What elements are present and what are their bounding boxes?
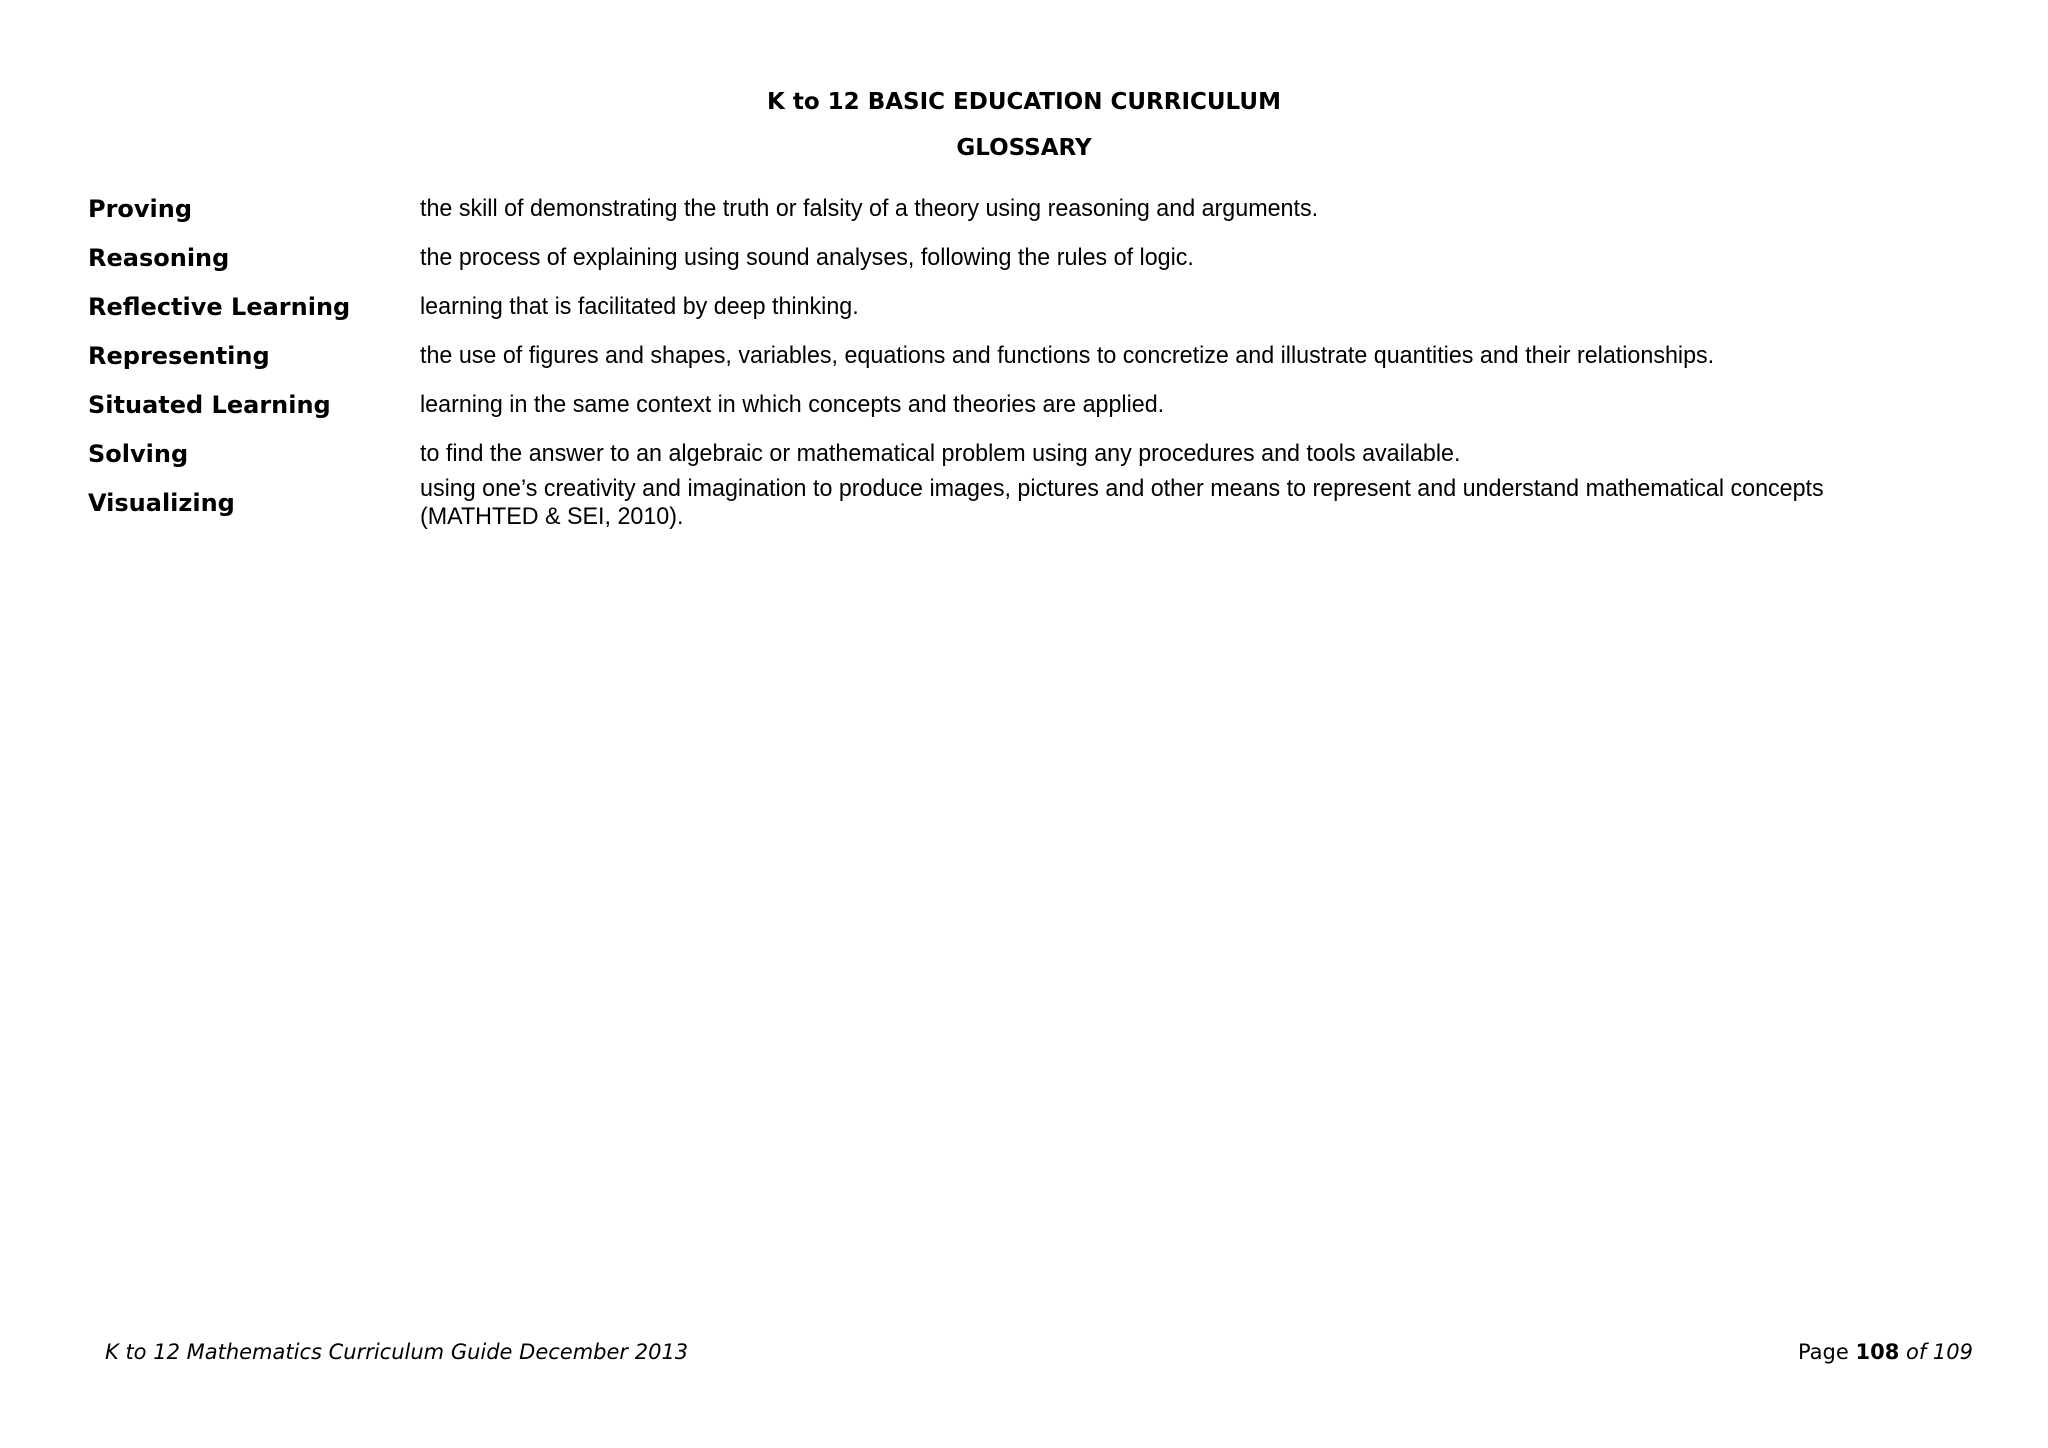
page-indicator: [1798, 1339, 1973, 1365]
footer-guide-title: K to 12 Mathematics Curriculum Guide December 2013: [105, 1340, 689, 1364]
glossary-term: Reflective Learning: [88, 292, 351, 321]
glossary-term: Solving: [88, 439, 189, 468]
glossary-definition: the process of explaining using sound analyses, following the rules of logic.: [420, 243, 1194, 271]
glossary-entry: [88, 184, 1968, 233]
glossary-term: Visualizing: [88, 489, 235, 517]
glossary-definition: learning in the same context in which concepts and theories are applied.: [420, 390, 1165, 418]
glossary-definition: the skill of demonstrating the truth or falsity of a theory using reasoning and arguments.: [420, 194, 1319, 222]
glossary-definition: using one’s creativity and imagination to produce images, pictures and other means to represent and understand mathematical concepts (MATHTED & SEI, 2010).: [420, 475, 1824, 530]
glossary-term: Representing: [88, 341, 270, 370]
glossary-list: [88, 184, 1968, 532]
page-total: of 109: [1906, 1340, 1973, 1364]
glossary-entry: [88, 429, 1968, 478]
glossary-term: Situated Learning: [88, 390, 331, 419]
glossary-entry: [88, 331, 1968, 380]
glossary-term: Reasoning: [88, 243, 230, 272]
page-label: Page: [1797, 1340, 1849, 1364]
glossary-entry: [88, 233, 1968, 282]
glossary-entry: [88, 380, 1968, 429]
section-title: GLOSSARY: [956, 135, 1092, 161]
glossary-definition: the use of figures and shapes, variables, equations and functions to concretize and illustrate quantities and their relationships.: [420, 341, 1715, 369]
glossary-term: Proving: [88, 194, 193, 223]
glossary-entry: [88, 474, 1968, 532]
document-title: K to 12 BASIC EDUCATION CURRICULUM: [767, 89, 1281, 115]
glossary-entry: [88, 282, 1968, 331]
glossary-definition: learning that is facilitated by deep thinking.: [420, 292, 859, 320]
glossary-definition: to find the answer to an algebraic or mathematical problem using any procedures and tools available.: [420, 439, 1461, 467]
page-number: 108: [1855, 1340, 1900, 1364]
